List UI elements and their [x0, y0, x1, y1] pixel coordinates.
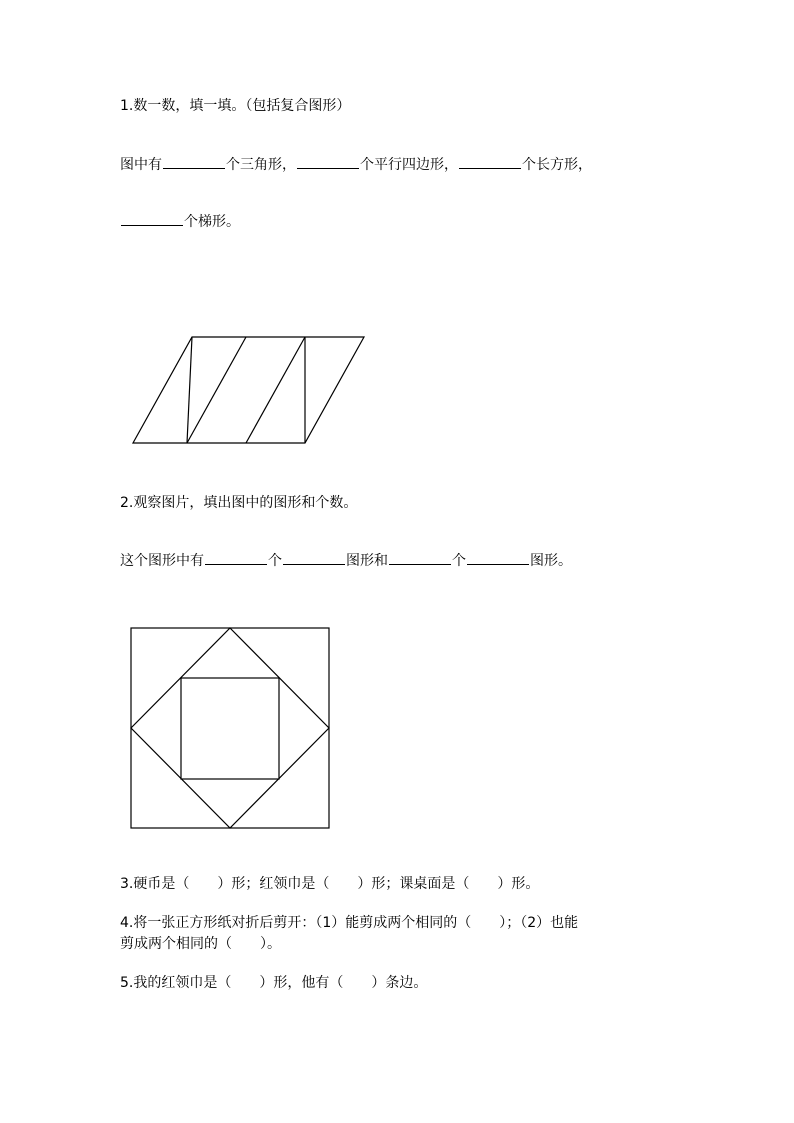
q1-line1-part2: 个三角形， [226, 157, 296, 173]
q2-inner-square [181, 678, 279, 779]
q5-text: 5.我的红领巾是（ ）形，他有（ ）条边。 [120, 975, 428, 991]
q2-line1-part5: 图形。 [530, 553, 572, 569]
q2-outer-square [131, 628, 329, 828]
q2-line1-part2: 个 [268, 553, 282, 569]
q2-line1-part4: 个 [452, 553, 466, 569]
q1-line1-part4: 个长方形， [522, 157, 592, 173]
q3-text: 3.硬币是（ ）形；红领巾是（ ）形；课桌面是（ ）形。 [120, 876, 540, 892]
q1-line1-part1: 图中有 [120, 157, 162, 173]
q2-diamond [131, 628, 329, 828]
q4-line1: 4.将一张正方形纸对折后剪开：（1）能剪成两个相同的（ ）；（2）也能 [120, 915, 579, 931]
q4-line2: 剪成两个相同的（ ）。 [120, 936, 281, 952]
q2-title: 2.观察图片，填出图中的图形和个数。 [120, 495, 358, 511]
q2-line1-part1: 这个图形中有 [120, 553, 204, 569]
q1-title: 1.数一数，填一填。（包括复合图形） [120, 98, 351, 114]
q2-line1-part3: 图形和 [346, 553, 388, 569]
q1-line2-part1: 个梯形。 [184, 214, 240, 230]
q1-line1-part3: 个平行四边形， [360, 157, 458, 173]
